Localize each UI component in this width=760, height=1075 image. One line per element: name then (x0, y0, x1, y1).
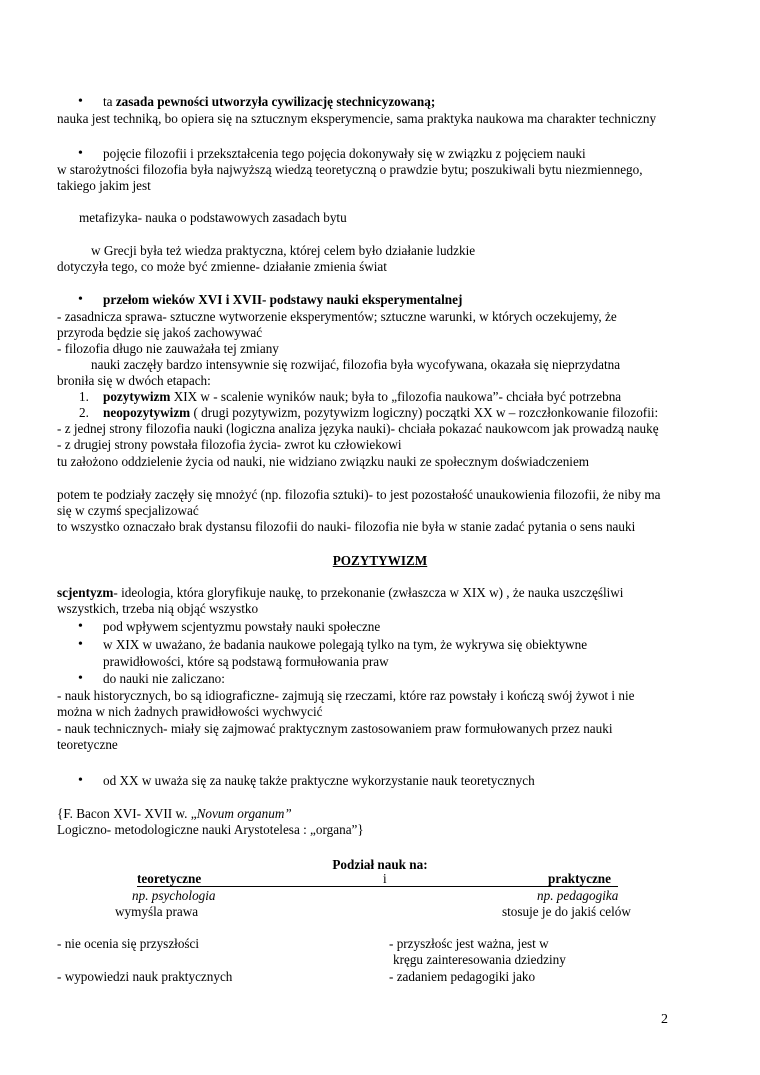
section-heading: POZYTYWIZM (332, 553, 428, 568)
bullet-line: do nauki nie zaliczano: (103, 671, 225, 686)
text-line: dotyczyła tego, co może być zmienne- działanie zmienia świat (57, 259, 387, 274)
text-line: tu założono oddzielenie życia od nauki, nie widziano związku nauki ze społecznym doświadczeniem (57, 454, 590, 469)
text-line: - nauk historycznych, bo są idiograficzne- zajmują się rzeczami, które raz powstały i kończą swój żywot i nie (57, 688, 635, 703)
bullet-line: od XX w uważa się za naukę także praktyczne wykorzystanie nauk teoretycznych (103, 773, 535, 788)
bullet: • (78, 671, 83, 686)
list-number: 2. (79, 405, 89, 420)
text-line: - z drugiej strony powstała filozofia życia- zwrot ku człowiekowi (57, 437, 402, 452)
list-number: 1. (79, 389, 89, 404)
text-line: {F. Bacon XVI- XVII w. „Novum organum” (57, 806, 292, 821)
bullet: • (78, 773, 83, 788)
text-line: w Grecji była też wiedza praktyczna, której celem było działanie ludzkie (91, 243, 476, 258)
bullet: • (78, 146, 83, 161)
text-line: to wszystko oznaczało brak dystansu filozofii do nauki- filozofia nie była w stanie zadać pytania o sens nauki (57, 519, 636, 534)
row-right: - przyszłośc jest ważna, jest w (389, 936, 549, 951)
text-line: scjentyzm- ideologia, która gloryfikuje naukę, to przekonanie (zwłaszcza w XIX w) , że nauka uszczęśliwi (57, 585, 624, 600)
text-line: się w czymś specjalizować (57, 503, 199, 518)
column-header-right: praktyczne (548, 871, 611, 886)
bullet: • (78, 619, 83, 634)
table-title: Podział nauk na: (332, 857, 428, 872)
text-line: broniła się w dwóch etapach: (57, 373, 211, 388)
text-line: nauka jest techniką, bo opiera się na sztucznym eksperymencie, sama praktyka naukowa ma charakter techniczny (57, 111, 657, 126)
bullet-line: pod wpływem scjentyzmu powstały nauki społeczne (103, 619, 381, 634)
text-line: wszystkich, trzeba nią objąć wszystko (57, 601, 259, 616)
text-line: - filozofia długo nie zauważała tej zmiany (57, 341, 279, 356)
text-line: w starożytności filozofia była najwyższą wiedzą teoretyczną o prawdzie bytu; poszukiwali bytu niezmiennego, (57, 162, 643, 177)
text-line: metafizyka- nauka o podstawowych zasadach bytu (79, 210, 347, 225)
column-connector: i (383, 871, 387, 886)
row-left: - nie ocenia się przyszłości (57, 936, 200, 951)
text-line: - nauk technicznych- miały się zajmować praktycznym zastosowaniem praw formułowanych przez nauki (57, 721, 613, 736)
text-line: potem te podziały zaczęły się mnożyć (np. filozofia sztuki)- to jest pozostałość unaukowienia filozofii, że niby ma (57, 487, 661, 502)
text-line: teoretyczne (57, 737, 118, 752)
bullet: • (78, 637, 83, 652)
bullet: • (78, 292, 83, 307)
bullet-line: ta zasada pewności utworzyła cywilizację stechnicyzowaną; (103, 94, 436, 109)
text-line: takiego jakim jest (57, 178, 151, 193)
text-line: Logiczno- metodologiczne nauki Arystotelesa : „organa”} (57, 822, 364, 837)
text-line: można w nich żadnych prawidłowości wychwycić (57, 704, 323, 719)
example-right: np. pedagogika (537, 888, 619, 903)
bullet-line: pojęcie filozofii i przekształcenia tego pojęcia dokonywały się w związku z pojęciem nauki (103, 146, 586, 161)
desc-right: stosuje je do jakiś celów (502, 904, 631, 919)
text-line: - zasadnicza sprawa- sztuczne wytworzenie eksperymentów; sztuczne warunki, w których oczekujemy, że (57, 309, 617, 324)
example-left: np. psychologia (132, 888, 216, 903)
header-underline (137, 886, 618, 887)
page-number: 2 (661, 1012, 668, 1027)
bullet-line: prawidłowości, które są podstawą formułowania praw (103, 654, 389, 669)
bullet: • (78, 94, 83, 109)
row-right: - zadaniem pedagogiki jako (389, 969, 536, 984)
numbered-line: neopozytywizm ( drugi pozytywizm, pozytywizm logiczny) początki XX w – rozczłonkowanie filozofii: (103, 405, 659, 420)
bullet-line: w XIX w uważano, że badania naukowe polegają tylko na tym, że wykrywa się obiektywne (103, 637, 588, 652)
numbered-line: pozytywizm XIX w - scalenie wyników nauk; była to „filozofia naukowa”- chciała być potrzebna (103, 389, 622, 404)
desc-left: wymyśla prawa (115, 904, 199, 919)
row-right: kręgu zainteresowania dziedziny (393, 952, 566, 967)
bullet-line: przełom wieków XVI i XVII- podstawy nauki eksperymentalnej (103, 292, 463, 307)
column-header-left: teoretyczne (137, 871, 202, 886)
text-line: - z jednej strony filozofia nauki (logiczna analiza języka nauki)- chciała pokazać naukowcom jak prowadzą naukę (57, 421, 659, 436)
text-line: nauki zaczęły bardzo intensywnie się rozwijać, filozofia była wycofywana, okazała się nieprzydatna (91, 357, 621, 372)
row-left: - wypowiedzi nauk praktycznych (57, 969, 233, 984)
text-line: przyroda będzie się jakoś zachowywać (57, 325, 263, 340)
